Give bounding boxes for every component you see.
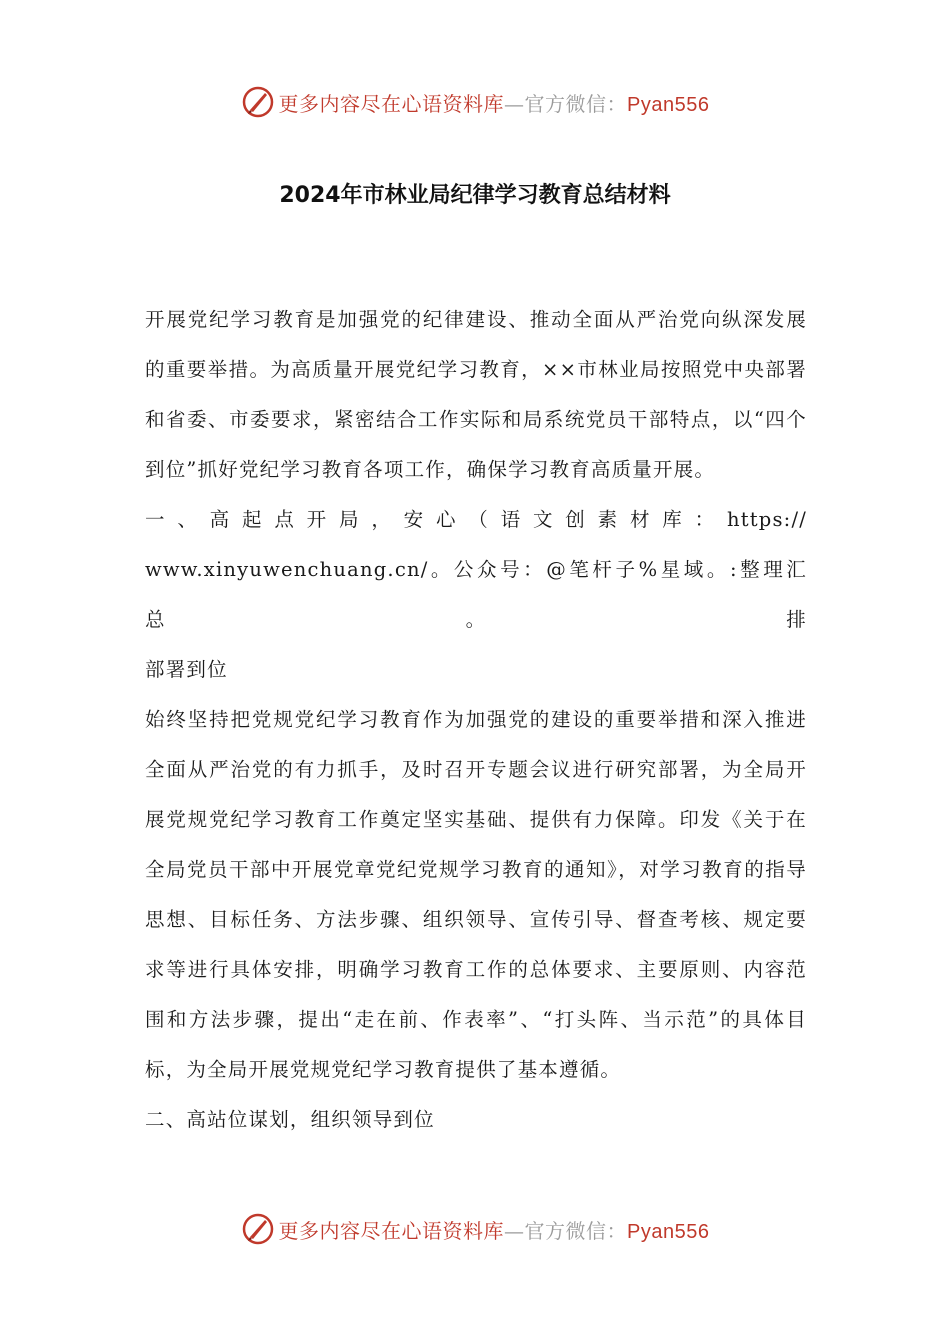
footer-banner: [0, 1209, 950, 1249]
banner-text: 更多内容尽在心语资料库—官方微信：Pyan556: [278, 1218, 710, 1243]
header-banner: [0, 82, 950, 122]
section-1-heading-line-1: 一、高起点开局，安心（语文创素材库：https://: [145, 508, 807, 531]
section-1-heading-line-2: www.xinyuwenchuang.cn/。公众号：@笔杆子%星域。:整理汇总。排: [145, 558, 807, 631]
section-1-heading-line-3: 部署到位: [145, 658, 228, 681]
paragraph-intro: 开展党纪学习教育是加强党的纪律建设、推动全面从严治党向纵深发展的重要举措。为高质量开展党纪学习教育，××市林业局按照党中央部署和省委、市委要求，紧密结合工作实际和局系统党员干部特点，以“四个到位”抓好党纪学习教育各项工作，确保学习教育高质量开展。: [145, 308, 807, 481]
document-body: [145, 295, 807, 1145]
quill-logo-icon: [241, 1212, 275, 1246]
document-title: 2024年市林业局纪律学习教育总结材料: [279, 183, 671, 208]
banner-text: 更多内容尽在心语资料库—官方微信：Pyan556: [278, 91, 710, 116]
paragraph-section-1: 始终坚持把党规党纪学习教育作为加强党的建设的重要举措和深入推进全面从严治党的有力抓手，及时召开专题会议进行研究部署，为全局开展党规党纪学习教育工作奠定坚实基础、提供有力保障。印发《关于在全局党员干部中开展党章党纪党规学习教育的通知》，对学习教育的指导思想、目标任务、方法步骤、组织领导、宣传引导、督查考核、规定要求等进行具体安排，明确学习教育工作的总体要求、主要原则、内容范围和方法步骤，提出“走在前、作表率”、“打头阵、当示范”的具体目标，为全局开展党规党纪学习教育提供了基本遵循。: [145, 708, 807, 1081]
section-2-heading: 二、高站位谋划，组织领导到位: [145, 1108, 435, 1131]
quill-logo-icon: [241, 85, 275, 119]
